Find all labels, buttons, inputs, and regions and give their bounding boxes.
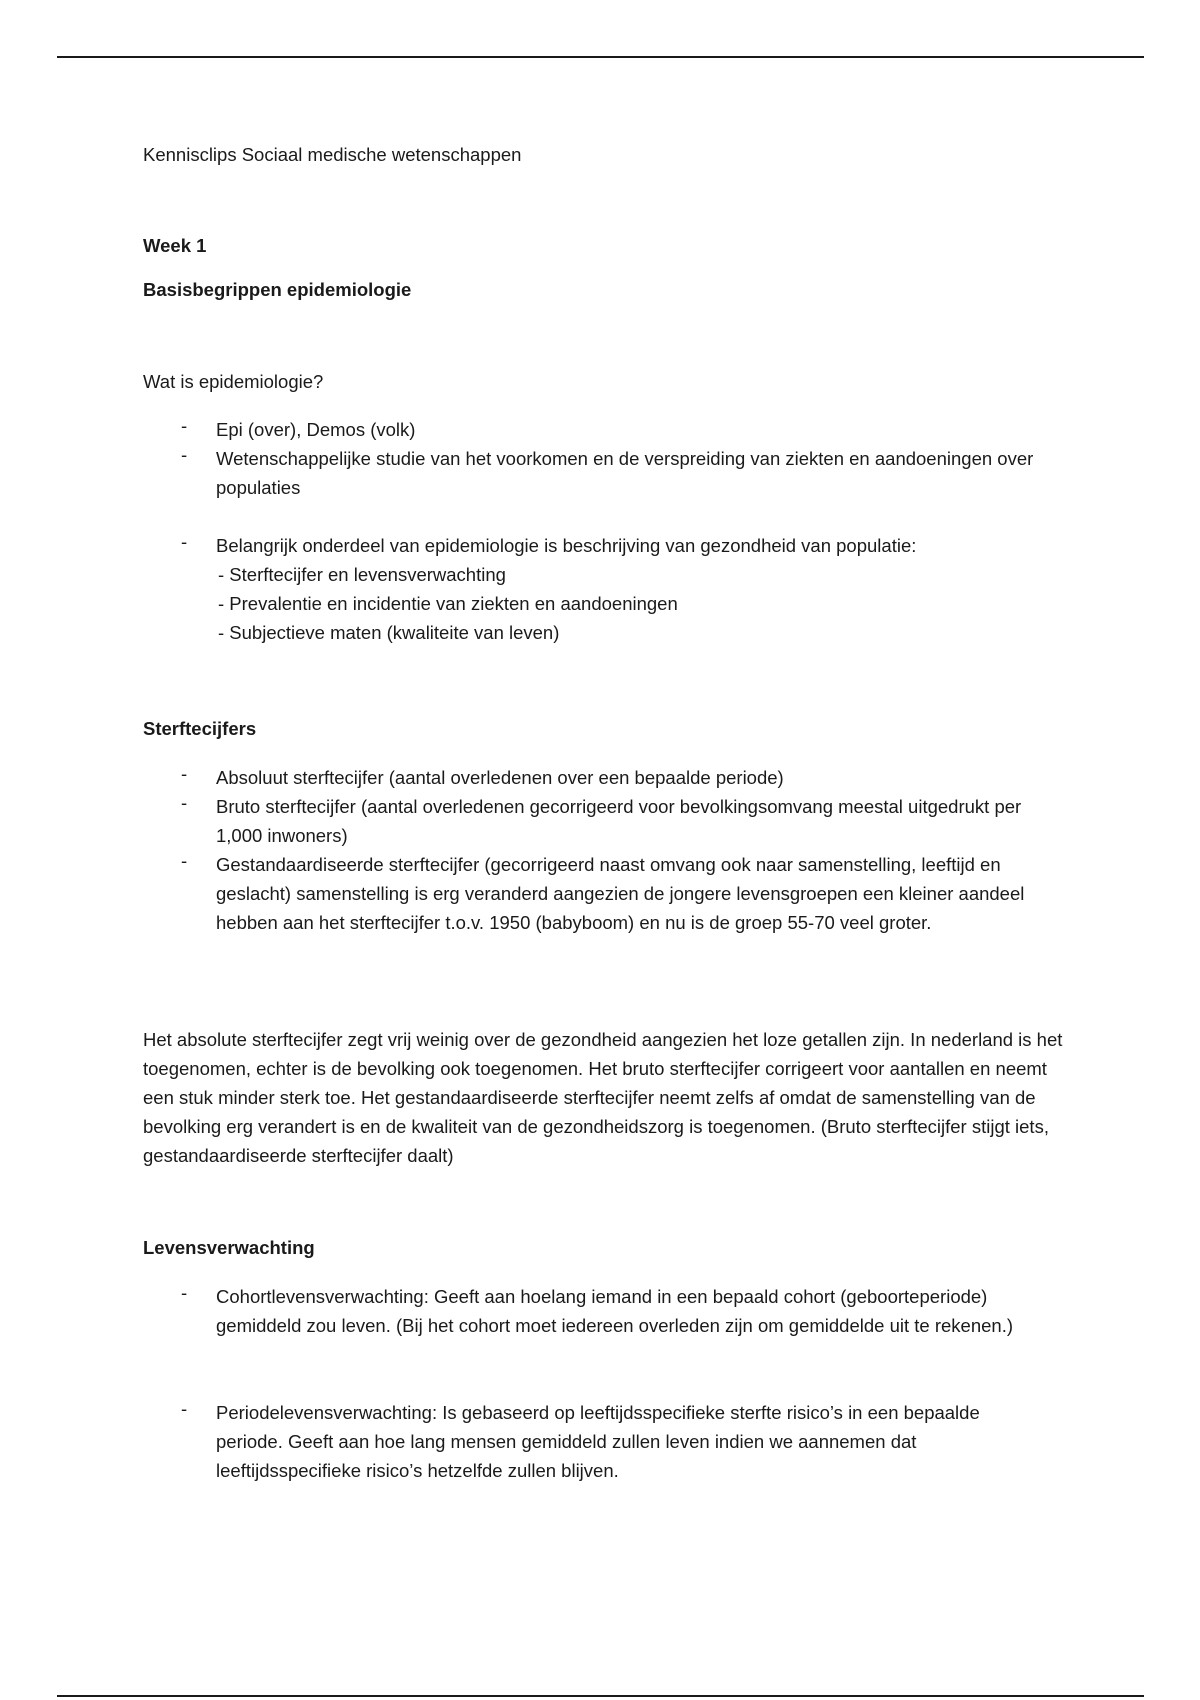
bullet-text: Epi (over), Demos (volk) bbox=[216, 419, 416, 440]
bullet-dash: - bbox=[181, 444, 188, 465]
top-rule bbox=[57, 56, 1144, 58]
document-title: Kennisclips Sociaal medische wetenschappen bbox=[143, 144, 522, 165]
bullet-dash: - bbox=[181, 1398, 188, 1419]
bullet-text: Cohortlevensverwachting: Geeft aan hoelang iemand in een bepaald cohort (geboorteperiode) gemiddeld zou leven. (Bij het cohort moet iedereen overleden zijn om gemiddelde uit te rekenen.) bbox=[216, 1286, 1013, 1336]
bullet-dash: - bbox=[181, 763, 188, 784]
section-heading-levensverwachting: Levensverwachting bbox=[143, 1237, 315, 1258]
week-label: Week 1 bbox=[143, 235, 207, 256]
bullet-dash: - bbox=[181, 792, 188, 813]
sterftecijfers-paragraph: Het absolute sterftecijfer zegt vrij weinig over de gezondheid aangezien het loze getallen zijn. In nederland is het toegenomen, echter is de bevolking ook toegenomen. Het bruto sterftecijfer corrigeert voor aantallen en neemt een stuk minder sterk toe. Het gestandaardiseerde sterftecijfer neemt zelfs af omdat de samenstelling van de bevolking erg verandert is en de kwaliteit van de gezondheidszorg is toegenomen. (Bruto sterftecijfer stijgt iets, gestandaardiseerde sterftecijfer daalt) bbox=[143, 1029, 1063, 1166]
bullet-text: Absoluut sterftecijfer (aantal overledenen over een bepaalde periode) bbox=[216, 767, 784, 788]
bullet-dash: - bbox=[181, 415, 188, 436]
sub-item: - Prevalentie en incidentie van ziekten en aandoeningen bbox=[218, 593, 678, 614]
bullet-text: Wetenschappelijke studie van het voorkomen en de verspreiding van ziekten en aandoeningen over populaties bbox=[216, 448, 1034, 498]
bullet-dash: - bbox=[181, 1282, 188, 1303]
section-heading-sterftecijfers: Sterftecijfers bbox=[143, 718, 257, 739]
sub-item: - Sterftecijfer en levensverwachting bbox=[218, 564, 506, 585]
week-subtitle: Basisbegrippen epidemiologie bbox=[143, 279, 412, 300]
bullet-text: Periodelevensverwachting: Is gebaseerd op leeftijdsspecifieke sterfte risico’s in een bepaalde periode. Geeft aan hoe lang mensen gemiddeld zullen leven indien we aannemen dat leeftijdsspecifieke risico’s hetzelfde zullen blijven. bbox=[216, 1402, 980, 1481]
intro-question: Wat is epidemiologie? bbox=[143, 371, 324, 392]
bullet-text: Belangrijk onderdeel van epidemiologie is beschrijving van gezondheid van populatie: bbox=[216, 535, 917, 556]
sub-item: - Subjectieve maten (kwaliteite van leven) bbox=[218, 622, 560, 643]
bullet-dash: - bbox=[181, 850, 188, 871]
bullet-text: Gestandaardiseerde sterftecijfer (gecorrigeerd naast omvang ook naar samenstelling, leeftijd en geslacht) samenstelling is erg veranderd aangezien de jongere levensgroepen een kleiner aandeel hebben aan het sterftecijfer t.o.v. 1950 (babyboom) en nu is de groep 55-70 veel groter. bbox=[216, 854, 1025, 933]
bullet-dash: - bbox=[181, 531, 188, 552]
bullet-text: Bruto sterftecijfer (aantal overledenen gecorrigeerd voor bevolkingsomvang meestal uitgedrukt per 1,000 inwoners) bbox=[216, 796, 1022, 846]
bottom-rule bbox=[57, 1695, 1144, 1697]
